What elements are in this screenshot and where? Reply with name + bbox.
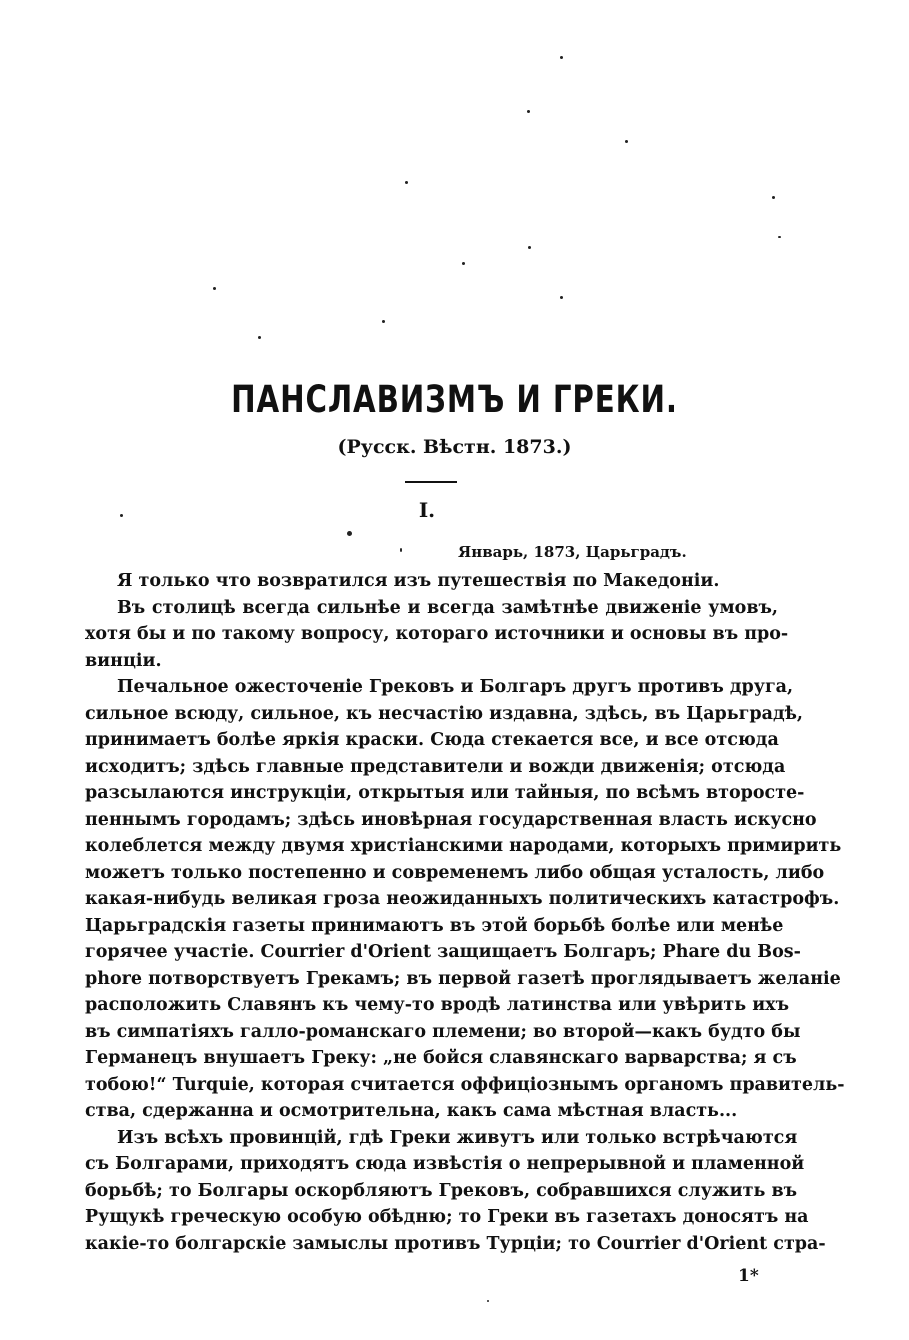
text-line: Рущукѣ греческую особую обѣдню; то Греки въ газетахъ доносятъ на	[85, 1207, 809, 1227]
print-speck	[528, 246, 531, 249]
print-speck	[347, 531, 352, 536]
text-line: Я только что возвратился изъ путешествія по Македоніи.	[117, 571, 720, 591]
source-citation: (Русск. Вѣстн. 1873.)	[337, 436, 572, 458]
body-text	[85, 568, 845, 1257]
text-line: борьбѣ; то Болгары оскорбляютъ Грековъ, собравшихся служить въ	[85, 1180, 798, 1201]
dateline: Январь, 1873, Царьградъ.	[458, 543, 687, 561]
print-speck	[487, 1300, 489, 1302]
text-line: ства, сдержанна и осмотрительна, какъ сама мѣстная власть...	[85, 1101, 738, 1121]
text-line: расположить Славянъ къ чему-то вродѣ латинства или увѣрить ихъ	[85, 995, 790, 1015]
text-line: пеннымъ городамъ; здѣсь иновѣрная государственная власть искусно	[85, 809, 817, 830]
print-speck	[560, 56, 563, 59]
print-speck	[258, 336, 261, 339]
print-speck	[772, 196, 775, 199]
print-speck	[625, 140, 628, 143]
text-line: колеблется между двумя христіанскими народами, которыхъ примирить	[85, 836, 842, 856]
print-speck	[213, 287, 216, 290]
text-line: Въ столицѣ всегда сильнѣе и всегда замѣтнѣе движеніе умовъ,	[117, 597, 778, 618]
text-line: можетъ только постепенно и современемъ либо общая усталость, либо	[85, 862, 825, 883]
text-line: горячее участіе. Courrier d'Orient защищаетъ Болгаръ; Phare du Bos-	[85, 942, 801, 962]
text-line: разсылаются инструкціи, открытыя или тайныя, по всѣмъ второсте-	[85, 783, 805, 803]
title-rule	[405, 481, 457, 483]
print-speck	[778, 236, 781, 238]
text-line: въ симпатіяхъ галло-романскаго племени; во второй—какъ будто бы	[85, 1021, 801, 1042]
print-speck	[527, 110, 530, 113]
text-line: какая-нибудь великая гроза неожиданныхъ политическихъ катастрофъ.	[85, 889, 840, 909]
print-speck	[400, 548, 402, 552]
text-line: тобою!“ Turquie, которая считается оффиціознымъ органомъ правитель-	[85, 1074, 845, 1095]
text-line: исходитъ; здѣсь главные представители и вожди движенія; отсюда	[85, 756, 786, 777]
text-line: phore потворствуетъ Грекамъ; въ первой газетѣ проглядываетъ желаніе	[85, 968, 841, 989]
text-line: Германецъ внушаетъ Греку: „не бойся славянскаго варварства; я съ	[85, 1048, 797, 1068]
section-number: I.	[418, 498, 436, 522]
page-signature: 1*	[738, 1266, 759, 1286]
text-line: съ Болгарами, приходятъ сюда извѣстія о непрерывной и пламенной	[85, 1154, 805, 1174]
print-speck	[405, 181, 408, 184]
print-speck	[382, 320, 385, 323]
text-line: Изъ всѣхъ провинцій, гдѣ Греки живутъ или только встрѣчаются	[117, 1127, 798, 1148]
text-line: принимаетъ болѣе яркія краски. Сюда стекается все, и все отсюда	[85, 730, 779, 750]
print-speck	[560, 296, 563, 299]
text-line: какіе-то болгарскіе замыслы противъ Турціи; то Courrier d'Orient стра-	[85, 1233, 826, 1254]
text-line: Царьградскія газеты принимаютъ въ этой борьбѣ болѣе или менѣе	[85, 915, 784, 936]
page-title: ПАНСЛАВИЗМЪ И ГРЕКИ.	[231, 378, 678, 421]
text-line: винціи.	[85, 650, 162, 671]
text-line: Печальное ожесточеніе Грековъ и Болгаръ другъ противъ друга,	[117, 677, 794, 697]
text-line: сильное всюду, сильное, къ несчастію издавна, здѣсь, въ Царьградѣ,	[85, 703, 804, 724]
text-line: хотя бы и по такому вопросу, котораго источники и основы въ про-	[85, 624, 789, 644]
print-speck	[462, 262, 465, 265]
